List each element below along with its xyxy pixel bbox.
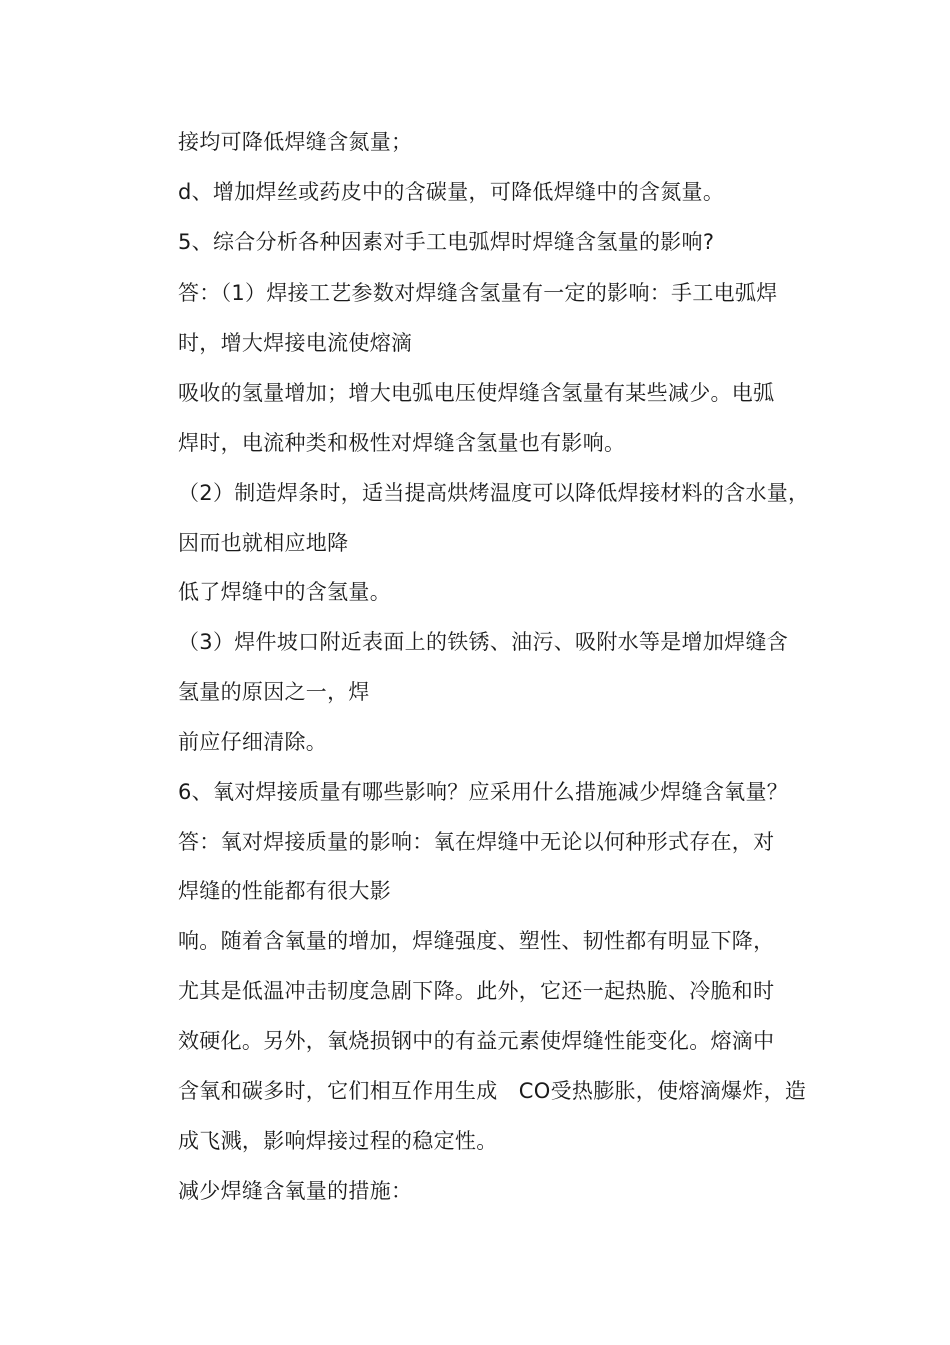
text-line: （2）制造焊条时，适当提高烘烤温度可以降低焊接材料的含水量， [178,481,810,505]
section-heading: 减少焊缝含氧量的措施： [178,1179,413,1203]
text-line: 尤其是低温冲击韧度急剧下降。此外，它还一起热脆、冷脆和时 [178,979,775,1003]
text-line: 吸收的氢量增加；增大电弧电压使焊缝含氢量有某些减少。电弧 [178,381,775,405]
question-6-heading: 6、氧对焊接质量有哪些影响？应采用什么措施减少焊缝含氧量？ [178,780,789,804]
text-line: 焊时，电流种类和极性对焊缝含氢量也有影响。 [178,431,626,455]
text-line: 前应仔细清除。 [178,730,328,754]
text-line: 响。随着含氧量的增加，焊缝强度、塑性、韧性都有明显下降， [178,929,775,953]
text-line: （3）焊件坡口附近表面上的铁锈、油污、吸附水等是增加焊缝含 [178,630,789,654]
text-line: 接均可降低焊缝含氮量； [178,130,413,154]
text-line: 低了焊缝中的含氢量。 [178,580,391,604]
text-line: 时，增大焊接电流使熔滴 [178,331,413,355]
answer-line: 答：（1）焊接工艺参数对焊缝含氢量有一定的影响：手工电弧焊 [178,281,778,305]
question-5-heading: 5、综合分析各种因素对手工电弧焊时焊缝含氢量的影响? [178,230,715,254]
text-line: 效硬化。另外，氧烧损钢中的有益元素使焊缝性能变化。熔滴中 [178,1029,775,1053]
text-line: 成飞溅，影响焊接过程的稳定性。 [178,1129,498,1153]
text-line: 氢量的原因之一，焊 [178,680,370,704]
text-line: 焊缝的性能都有很大影 [178,879,391,903]
text-line: d、增加焊丝或药皮中的含碳量，可降低焊缝中的含氮量。 [178,180,725,204]
answer-line: 答：氧对焊接质量的影响：氧在焊缝中无论以何种形式存在，对 [178,830,775,854]
text-line: 含氧和碳多时，它们相互作用生成 CO受热膨胀，使熔滴爆炸，造 [178,1079,807,1103]
text-line: 因而也就相应地降 [178,531,349,555]
